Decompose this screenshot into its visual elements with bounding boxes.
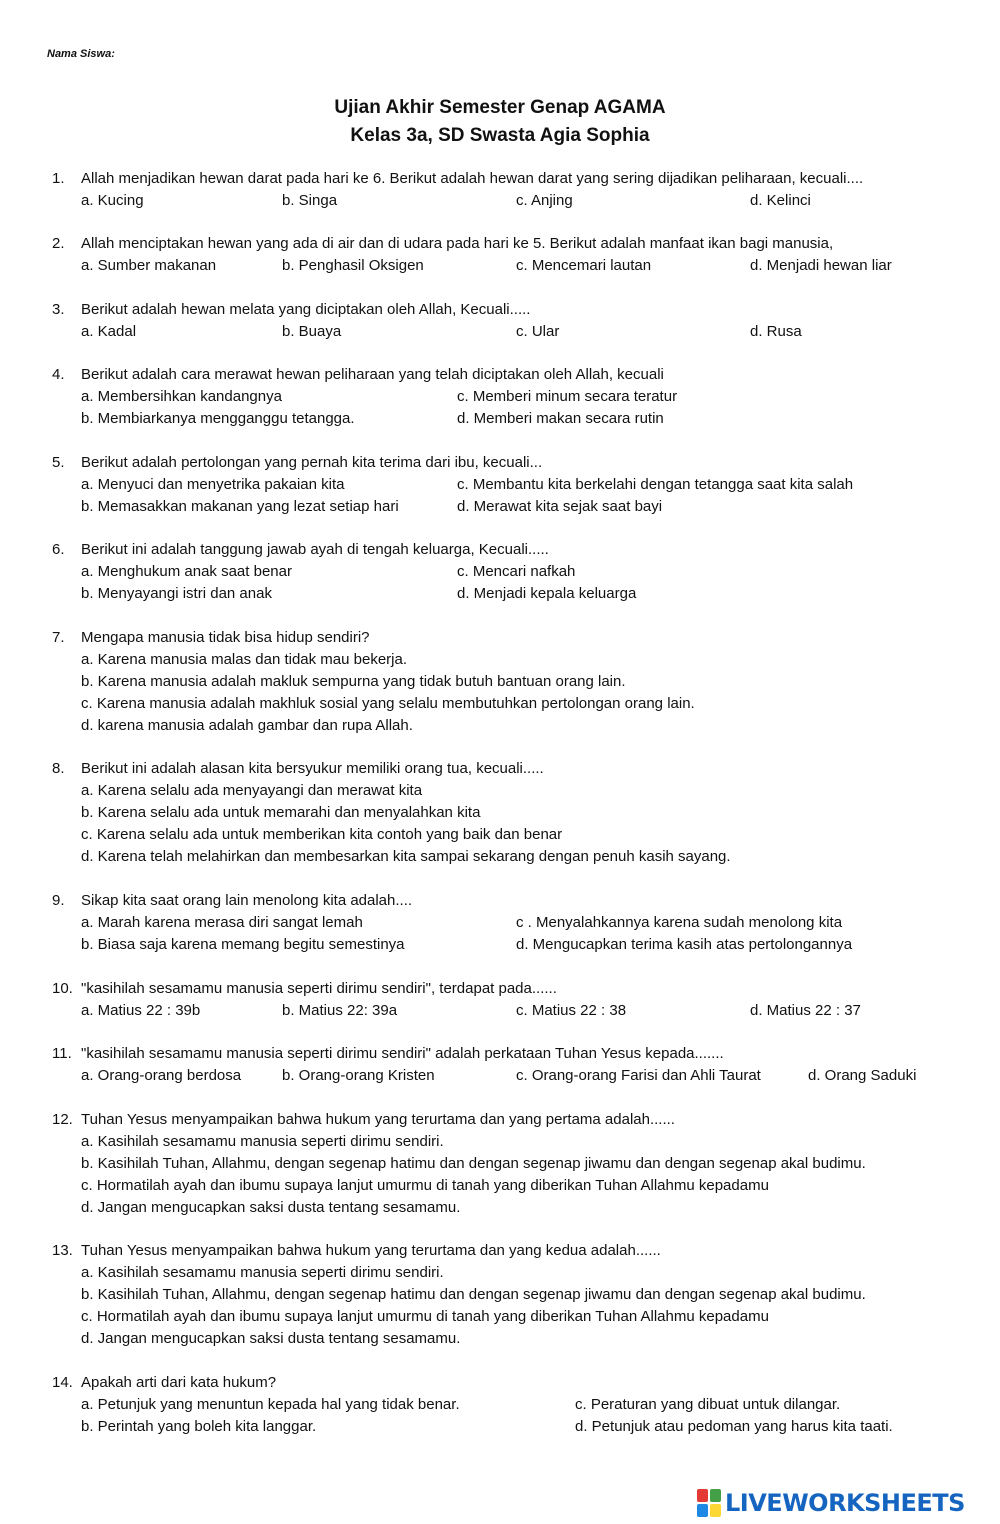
answer-option[interactable]: a. Karena selalu ada menyayangi dan merawat kita <box>81 782 423 799</box>
student-name-label: Nama Siswa: <box>47 48 115 60</box>
answer-option[interactable]: a. Kasihilah sesamamu manusia seperti dirimu sendiri. <box>81 1264 444 1281</box>
answer-option[interactable]: d. karena manusia adalah gambar dan rupa Allah. <box>81 717 413 734</box>
answer-option[interactable]: b. Orang-orang Kristen <box>282 1067 435 1084</box>
answer-option[interactable]: b. Menyayangi istri dan anak <box>81 585 272 602</box>
answer-option[interactable]: d. Orang Saduki <box>808 1067 917 1084</box>
answer-option[interactable]: c. Hormatilah ayah dan ibumu supaya lanjut umurmu di tanah yang diberikan Tuhan Allahmu kepadamu <box>81 1177 769 1194</box>
answer-option[interactable]: b. Karena selalu ada untuk memarahi dan menyalahkan kita <box>81 804 481 821</box>
answer-option[interactable]: d. Memberi makan secara rutin <box>457 410 664 427</box>
answer-option[interactable]: b. Biasa saja karena memang begitu semestinya <box>81 936 405 953</box>
answer-option[interactable]: b. Karena manusia adalah makluk sempurna yang tidak butuh bantuan orang lain. <box>81 673 626 690</box>
answer-option[interactable]: b. Membiarkanya mengganggu tetangga. <box>81 410 355 427</box>
answer-option[interactable]: b. Buaya <box>282 323 342 340</box>
question-number: 10. <box>52 980 73 997</box>
answer-option[interactable]: d. Merawat kita sejak saat bayi <box>457 498 663 515</box>
title-line-2: Kelas 3a, SD Swasta Agia Sophia <box>350 125 650 146</box>
question-number: 6. <box>52 541 65 558</box>
question-number: 12. <box>52 1111 73 1128</box>
question-text: Apakah arti dari kata hukum? <box>81 1374 277 1391</box>
question-number: 3. <box>52 301 65 318</box>
answer-option[interactable]: d. Jangan mengucapkan saksi dusta tentang sesamamu. <box>81 1330 461 1347</box>
answer-option[interactable]: c. Memberi minum secara teratur <box>457 388 678 405</box>
question-number: 2. <box>52 235 65 252</box>
question-text: "kasihilah sesamamu manusia seperti dirimu sendiri", terdapat pada...... <box>81 980 557 997</box>
question-number: 11. <box>52 1045 72 1062</box>
logo-text: LIVEWORKSHEETS <box>725 1489 965 1517</box>
question-text: "kasihilah sesamamu manusia seperti dirimu sendiri" adalah perkataan Tuhan Yesus kepada....... <box>81 1045 724 1062</box>
question-text: Berikut adalah hewan melata yang diciptakan oleh Allah, Kecuali..... <box>81 301 531 318</box>
answer-option[interactable]: b. Singa <box>282 192 338 209</box>
logo-square <box>697 1489 708 1502</box>
answer-option[interactable]: a. Orang-orang berdosa <box>81 1067 242 1084</box>
liveworksheets-logo <box>697 1487 997 1519</box>
answer-option[interactable]: b. Matius 22: 39a <box>282 1002 398 1019</box>
question-text: Berikut adalah pertolongan yang pernah kita terima dari ibu, kecuali... <box>81 454 543 471</box>
question-number: 4. <box>52 366 65 383</box>
question-number: 5. <box>52 454 65 471</box>
answer-option[interactable]: a. Menghukum anak saat benar <box>81 563 292 580</box>
answer-option[interactable]: c . Menyalahkannya karena sudah menolong kita <box>516 914 843 931</box>
question-number: 8. <box>52 760 65 777</box>
question-text: Sikap kita saat orang lain menolong kita adalah.... <box>81 892 413 909</box>
question-text: Tuhan Yesus menyampaikan bahwa hukum yang terurtama dan yang kedua adalah...... <box>81 1242 661 1259</box>
answer-option[interactable]: a. Petunjuk yang menuntun kepada hal yang tidak benar. <box>81 1396 460 1413</box>
answer-option[interactable]: a. Kucing <box>81 192 144 209</box>
answer-option[interactable]: c. Ular <box>516 323 560 340</box>
answer-option[interactable]: d. Jangan mengucapkan saksi dusta tentang sesamamu. <box>81 1199 461 1216</box>
answer-option[interactable]: c. Karena selalu ada untuk memberikan kita contoh yang baik dan benar <box>81 826 563 843</box>
answer-option[interactable]: c. Hormatilah ayah dan ibumu supaya lanjut umurmu di tanah yang diberikan Tuhan Allahmu kepadamu <box>81 1308 769 1325</box>
answer-option[interactable]: d. Kelinci <box>750 192 811 209</box>
answer-option[interactable]: c. Peraturan yang dibuat untuk dilangar. <box>575 1396 841 1413</box>
answer-option[interactable]: a. Karena manusia malas dan tidak mau bekerja. <box>81 651 408 668</box>
answer-option[interactable]: b. Memasakkan makanan yang lezat setiap hari <box>81 498 399 515</box>
answer-option[interactable]: b. Kasihilah Tuhan, Allahmu, dengan segenap hatimu dan dengan segenap jiwamu dan dengan segenap akal budimu. <box>81 1155 866 1172</box>
answer-option[interactable]: a. Kadal <box>81 323 137 340</box>
answer-option[interactable]: a. Marah karena merasa diri sangat lemah <box>81 914 363 931</box>
answer-option[interactable]: d. Mengucapkan terima kasih atas pertolongannya <box>516 936 853 953</box>
logo-mark-icon <box>697 1489 721 1517</box>
answer-option[interactable]: d. Karena telah melahirkan dan membesarkan kita sampai sekarang dengan penuh kasih sayang. <box>81 848 731 865</box>
answer-option[interactable]: c. Orang-orang Farisi dan Ahli Taurat <box>516 1067 761 1084</box>
answer-option[interactable]: c. Mencemari lautan <box>516 257 652 274</box>
answer-option[interactable]: d. Rusa <box>750 323 802 340</box>
exam-title <box>0 94 1000 150</box>
question-text: Tuhan Yesus menyampaikan bahwa hukum yang terurtama dan yang pertama adalah...... <box>81 1111 675 1128</box>
answer-option[interactable]: b. Kasihilah Tuhan, Allahmu, dengan segenap hatimu dan dengan segenap jiwamu dan dengan segenap akal budimu. <box>81 1286 866 1303</box>
logo-square <box>710 1489 721 1502</box>
question-text: Berikut ini adalah alasan kita bersyukur memiliki orang tua, kecuali..... <box>81 760 544 777</box>
answer-option[interactable]: d. Menjadi kepala keluarga <box>457 585 637 602</box>
question-number: 13. <box>52 1242 73 1259</box>
answer-option[interactable]: d. Menjadi hewan liar <box>750 257 892 274</box>
answer-option[interactable]: a. Kasihilah sesamamu manusia seperti dirimu sendiri. <box>81 1133 444 1150</box>
answer-option[interactable]: c. Membantu kita berkelahi dengan tetangga saat kita salah <box>457 476 854 493</box>
answer-option[interactable]: d. Matius 22 : 37 <box>750 1002 861 1019</box>
title-line-1: Ujian Akhir Semester Genap AGAMA <box>334 97 666 118</box>
question-text: Allah menciptakan hewan yang ada di air dan di udara pada hari ke 5. Berikut adalah manfaat ikan bagi manusia, <box>81 235 834 252</box>
question-number: 7. <box>52 629 65 646</box>
question-text: Berikut adalah cara merawat hewan peliharaan yang telah diciptakan oleh Allah, kecuali <box>81 366 664 383</box>
answer-option[interactable]: b. Penghasil Oksigen <box>282 257 424 274</box>
answer-option[interactable]: a. Membersihkan kandangnya <box>81 388 282 405</box>
logo-square <box>697 1504 708 1517</box>
answer-option[interactable]: c. Karena manusia adalah makhluk sosial yang selalu membutuhkan pertolongan orang lain. <box>81 695 695 712</box>
question-text: Allah menjadikan hewan darat pada hari ke 6. Berikut adalah hewan darat yang sering dijadikan peliharaan, kecuali.... <box>81 170 864 187</box>
answer-option[interactable]: c. Matius 22 : 38 <box>516 1002 627 1019</box>
answer-option[interactable]: d. Petunjuk atau pedoman yang harus kita taati. <box>575 1418 893 1435</box>
answer-option[interactable]: a. Menyuci dan menyetrika pakaian kita <box>81 476 345 493</box>
question-text: Berikut ini adalah tanggung jawab ayah di tengah keluarga, Kecuali..... <box>81 541 549 558</box>
question-number: 9. <box>52 892 65 909</box>
answer-option[interactable]: c. Anjing <box>516 192 573 209</box>
question-number: 1. <box>52 170 65 187</box>
logo-square <box>710 1504 721 1517</box>
answer-option[interactable]: a. Sumber makanan <box>81 257 217 274</box>
question-number: 14. <box>52 1374 73 1391</box>
answer-option[interactable]: a. Matius 22 : 39b <box>81 1002 201 1019</box>
answer-option[interactable]: c. Mencari nafkah <box>457 563 576 580</box>
answer-option[interactable]: b. Perintah yang boleh kita langgar. <box>81 1418 317 1435</box>
question-text: Mengapa manusia tidak bisa hidup sendiri? <box>81 629 370 646</box>
